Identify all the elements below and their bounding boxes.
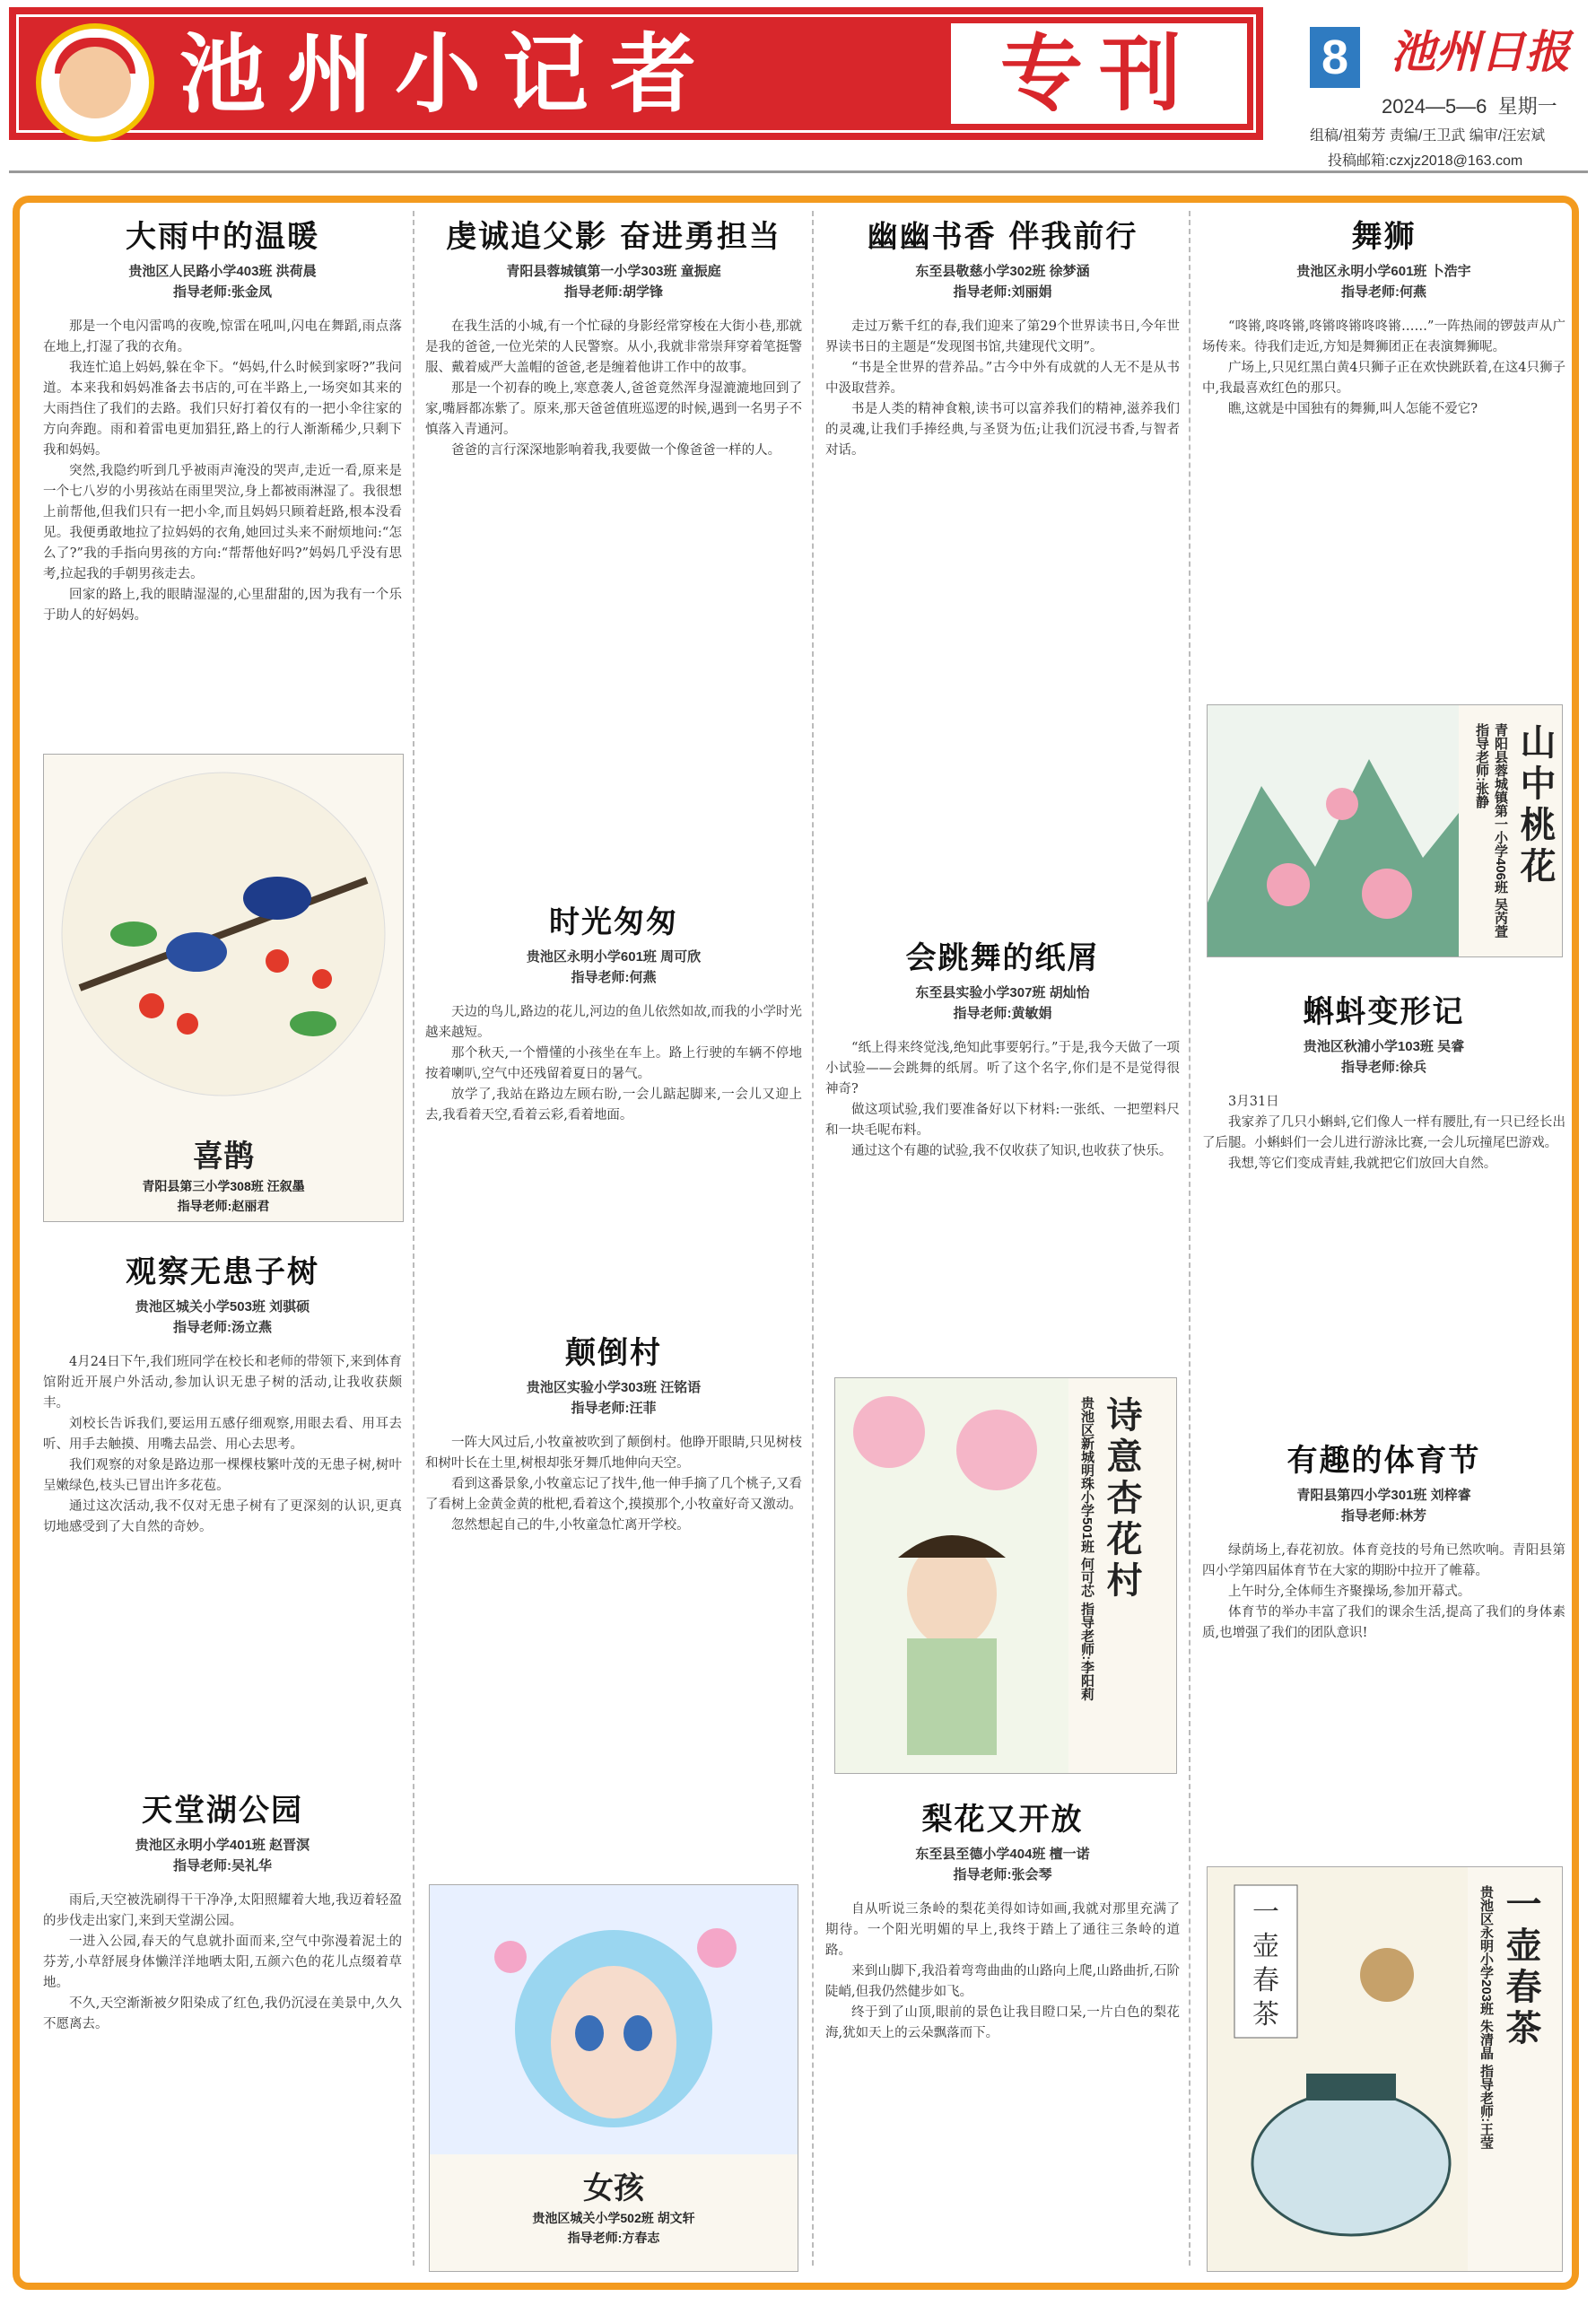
article-teacher: 指导老师:汤立燕 [173,1320,272,1335]
paragraph: 那是一个电闪雷鸣的夜晚,惊雷在吼叫,闪电在舞蹈,雨点落在地上,打湿了我的衣角。 [43,319,402,354]
artwork-author: 贵池区新城明珠小学501班 何可芯 [1079,1396,1095,1598]
artwork-teacher: 指导老师:张静 [1474,723,1489,808]
paragraph: 那个秋天,一个懵懂的小孩坐在车上。路上行驶的车辆不停地按着喇叭,空气中还残留着夏日的暑气。 [425,1046,802,1081]
article-author: 贵池区实验小学303班 汪铭语 [526,1380,702,1395]
article-teacher: 指导老师:徐兵 [1341,1060,1426,1075]
paragraph: 那是一个初春的晚上,寒意袭人,爸爸竟然浑身湿漉漉地回到了家,嘴唇都冻紫了。原来,那天爸爸值班巡逻的时候,遇到一名男子不慎落入青通河。 [425,381,802,437]
article-author: 贵池区人民路小学403班 洪荷晨 [128,264,317,279]
mascot-face [59,47,131,118]
article-title: 梨花又开放 [921,1802,1084,1838]
article-author: 青阳县蓉城镇第一小学303班 童振庭 [506,264,721,279]
article-title: 颠倒村 [565,1335,662,1371]
header-banner [9,7,1263,140]
artwork-title: 女孩 [583,2170,644,2206]
article [43,1786,402,2035]
article-title: 大雨中的温暖 [126,219,319,255]
artwork-girl [429,1884,798,2272]
article [43,212,402,626]
apricot-village-painting [835,1378,1068,1773]
article [425,1328,802,1536]
paragraph: 我家养了几只小蝌蚪,它们像人一样有腰肚,有一只已经长出了后腿。小蝌蚪们一会儿进行游泳比赛,一会儿玩撞尾巴游戏。 [1202,1115,1565,1150]
mascot-logo [36,23,154,142]
artwork-teacher: 指导老师:赵丽君 [177,1199,270,1213]
article-title: 幽幽书香 伴我前行 [867,219,1138,255]
article-title: 观察无患子树 [126,1254,319,1290]
article-body [1202,1092,1565,1175]
artwork-apricot-village [834,1377,1177,1774]
article-body [1202,1541,1565,1644]
artwork-caption [1477,1885,1547,2262]
paragraph: 一阵大风过后,小牧童被吹到了颠倒村。他睁开眼睛,只见树枝和树叶长在土里,树根却张牙舞爪地伸向天空。 [425,1436,802,1471]
spring-tea-painting [1208,1867,1468,2271]
artwork-teacher: 指导老师:王莹 [1478,2064,1494,2150]
weekday-text: 星期一 [1497,95,1557,118]
article-teacher: 指导老师:汪菲 [571,1401,657,1416]
article-body [825,1038,1180,1162]
article [825,212,1180,461]
peach-blossom-painting [1208,705,1459,956]
paragraph: 绿荫场上,春花初放。体育竞技的号角已然吹响。青阳县第四小学第四届体育节在大家的期盼中拉开了帷幕。 [1202,1543,1565,1578]
article [825,933,1180,1162]
artwork-title: 一壶春茶 [1500,1885,1542,2050]
article-teacher: 指导老师:张金凤 [173,284,272,300]
paragraph: 走过万紫千红的春,我们迎来了第29个世界读书日,今年世界读书日的主题是“发现图书馆,共建现代文明”。 [825,319,1180,354]
artwork-author: 青阳县第三小学308班 汪叙墨 [142,1179,305,1193]
paragraph: “咚锵,咚咚锵,咚锵咚锵咚咚锵……”一阵热闹的锣鼓声从广场传来。待我们走近,方知是舞狮团正在表演舞狮呢。 [1202,319,1565,354]
article-teacher: 指导老师:张会琴 [953,1867,1052,1882]
girl-painting [430,1885,798,2154]
paragraph: 天边的鸟儿,路边的花儿,河边的鱼儿依然如故,而我的小学时光越来越短。 [425,1005,802,1040]
article-author: 东至县实验小学307班 胡灿怡 [915,985,1090,1000]
article-title: 会跳舞的纸屑 [905,940,1100,976]
paragraph: 我想,等它们变成青蛙,我就把它们放回大自然。 [1228,1157,1497,1171]
header-rule [9,170,1588,173]
paragraph: 做这项试验,我们要准备好以下材料:一张纸、一把塑料尺和一块毛呢布料。 [825,1103,1180,1138]
paragraph: 一进入公园,春天的气息就扑面而来,空气中弥漫着泥土的芬芳,小草舒展身体懒洋洋地晒太阳,五颜六色的花儿点缀着草地。 [43,1935,402,1990]
artwork-title: 喜鹊 [193,1139,254,1175]
article-body [825,1900,1180,2044]
article-title: 有趣的体育节 [1286,1443,1481,1479]
article-title: 舞狮 [1351,219,1417,255]
section-title: 池州小记者 [179,23,718,125]
paragraph: 上午时分,全体师生齐聚操场,参加开幕式。 [1228,1585,1471,1599]
paragraph: 刘校长告诉我们,要运用五感仔细观察,用眼去看、用耳去听、用手去触摸、用嘴去品尝、用心去思考。 [43,1417,402,1452]
article-author: 贵池区城关小学503班 刘骐硕 [135,1299,310,1314]
paragraph: 我连忙追上妈妈,躲在伞下。“妈妈,什么时候到家呀?”我问道。本来我和妈妈准备去书店的,可在半路上,一场突如其来的大雨挡住了我们的去路。我们只好打着仅有的一把小伞往家的方向奔跑。雨和着雷电更加猖狂,路上的行人渐渐稀少,只剩下我和妈妈。 [43,361,402,458]
paragraph: 4月24日下午,我们班同学在校长和老师的带领下,来到体育馆附近开展户外活动,参加认识无患子树的活动,让我收获颇丰。 [43,1355,402,1411]
article-author: 贵池区永明小学401班 赵晋溟 [135,1838,310,1853]
paragraph: 忽然想起自己的牛,小牧童急忙离开学校。 [451,1518,690,1533]
article [1202,987,1565,1175]
editors-line: 组稿/祖菊芳 责编/王卫武 编审/汪宏斌 [1310,128,1546,144]
article-title: 时光匆匆 [549,904,678,940]
article-body [825,317,1180,461]
article-body [43,1891,402,2035]
paragraph: 我们观察的对象是路边那一棵棵枝繁叶茂的无患子树,树叶呈嫩绿色,枝头已冒出许多花苞。 [43,1458,402,1493]
masthead [1310,9,1588,153]
artwork-teacher: 指导老师:李阳莉 [1079,1602,1095,1701]
article-teacher: 指导老师:何燕 [1341,284,1426,300]
paragraph: “纸上得来终觉浅,绝知此事要躬行。”于是,我今天做了一项小试验——会跳舞的纸屑。听了这个名字,你们是不是觉得很神奇? [825,1041,1180,1096]
paragraph: 不久,天空渐渐被夕阳染成了红色,我仍沉浸在美景中,久久不愿离去。 [43,1996,402,2031]
paragraph: 广场上,只见红黑白黄4只狮子正在欢快跳跃着,在这4只狮子中,我最喜欢红色的那只。 [1202,361,1565,396]
artwork-title: 诗意杏花村 [1101,1396,1143,1603]
artwork-spring-tea [1207,1866,1563,2272]
paragraph: 通过这次活动,我不仅对无患子树有了更深刻的认识,更真切地感受到了大自然的奇妙。 [43,1499,402,1534]
article-body [43,317,402,626]
paragraph: 爸爸的言行深深地影响着我,我要做一个像爸爸一样的人。 [451,443,781,458]
article-author: 贵池区永明小学601班 周可欣 [526,949,702,965]
page-number: 8 [1310,27,1360,88]
submission-email: 投稿邮箱:czxjz2018@163.com [1328,153,1523,169]
special-label: 专刊 [951,23,1247,124]
paragraph: 自从听说三条岭的梨花美得如诗如画,我就对那里充满了期待。一个阳光明媚的早上,我终于踏上了通往三条岭的道路。 [825,1902,1180,1958]
artwork-author: 青阳县蓉城镇第一小学406班 吴芮萱 [1493,723,1508,939]
article-teacher: 指导老师:刘丽娟 [953,284,1052,300]
article [43,1247,402,1538]
paragraph: 雨后,天空被洗刷得干干净净,太阳照耀着大地,我迈着轻盈的步伐走出家门,来到天堂湖公园。 [43,1893,402,1928]
artwork-author: 贵池区永明小学203班 朱清晶 [1478,1885,1494,2060]
paragraph: 回家的路上,我的眼睛湿湿的,心里甜甜的,因为我有一个乐于助人的好妈妈。 [43,588,402,623]
artwork-title: 山中桃花 [1514,723,1557,888]
paragraph: “书是全世界的营养品。”古今中外有成就的人无不是从书中汲取营养。 [825,361,1180,396]
artwork-caption [430,2163,798,2249]
newspaper-name: 池州日报 [1391,25,1570,78]
paragraph: 在我生活的小城,有一个忙碌的身影经常穿梭在大街小巷,那就是我的爸爸,一位光荣的人民警察。从小,我就非常崇拜穿着笔挺警服、戴着威严大盖帽的爸爸,老是缠着他讲工作中的故事。 [425,319,802,375]
paragraph: 通过这个有趣的试验,我不仅收获了知识,也收获了快乐。 [851,1144,1173,1158]
artwork-magpie [43,754,404,1222]
paragraph: 体育节的举办丰富了我们的课余生活,提高了我们的身体素质,也增强了我们的团队意识! [1202,1605,1565,1640]
column-divider [1189,211,1190,2266]
article-body [425,317,802,461]
paragraph: 终于到了山顶,眼前的景色让我目瞪口呆,一片白色的梨花海,犹如天上的云朵飘落而下。 [825,2005,1180,2040]
article-author: 青阳县第四小学301班 刘梓睿 [1296,1488,1471,1503]
article-title: 蝌蚪变形记 [1303,994,1465,1030]
paragraph: 瞧,这就是中国独有的舞狮,叫人怎能不爱它? [1228,402,1478,416]
article-teacher: 指导老师:何燕 [571,970,657,985]
article-body [1202,317,1565,420]
article-title: 天堂湖公园 [142,1793,303,1829]
article-teacher: 指导老师:林芳 [1341,1508,1426,1524]
artwork-peach-blossom [1207,704,1563,957]
paragraph: 看到这番景象,小牧童忘记了找牛,他一伸手摘了几个桃子,又看了看树上金黄金黄的枇杷,看着这个,摸摸那个,小牧童好奇又激动。 [425,1477,802,1512]
article [425,897,802,1126]
artwork-caption [1077,1396,1147,1755]
article-author: 贵池区永明小学601班 卜浩宇 [1296,264,1471,279]
article-body [425,1002,802,1126]
article-body [425,1433,802,1536]
article-author: 东至县敬慈小学302班 徐梦涵 [915,264,1090,279]
column-divider [413,211,414,2266]
paragraph: 突然,我隐约听到几乎被雨声淹没的哭声,走近一看,原来是一个七八岁的小男孩站在雨里哭泣,身上都被雨淋湿了。我很想上前帮他,但我们只有一把小伞,而且妈妈只顾着赶路,根本没看见。我便勇敢地拉了拉妈妈的衣角,她回过头来不耐烦地问:“怎么了?”我的手指向男孩的方向:“帮帮他好吗?”妈妈几乎没有思考,拉起我的手朝男孩走去。 [43,464,402,581]
date-text: 2024—5—6 [1382,95,1487,118]
column-divider [812,211,814,2266]
article-teacher: 指导老师:胡学锋 [564,284,663,300]
article [1202,1436,1565,1644]
paragraph: 3月31日 [1228,1095,1279,1109]
article-body [43,1352,402,1538]
article [1202,212,1565,420]
artwork-caption [44,1131,403,1217]
paragraph: 来到山脚下,我沿着弯弯曲曲的山路向上爬,山路曲折,石阶陡峭,但我仍然健步如飞。 [825,1964,1180,1999]
issue-date [1382,92,1557,119]
article [825,1795,1180,2044]
article-author: 贵池区秋浦小学103班 吴睿 [1303,1039,1465,1054]
tea-inscription: 一壶春茶 [1252,1897,1279,2031]
artwork-caption [1472,723,1561,948]
article [425,212,802,461]
artwork-teacher: 指导老师:方春志 [567,2231,660,2245]
article-title: 虔诚追父影 奋进勇担当 [446,219,781,255]
artwork-author: 贵池区城关小学502班 胡文轩 [532,2211,695,2225]
article-teacher: 指导老师:吴礼华 [173,1858,272,1873]
article-author: 东至县至德小学404班 檀一诺 [915,1847,1090,1862]
article-teacher: 指导老师:黄敏娟 [953,1006,1052,1021]
paragraph: 书是人类的精神食粮,读书可以富养我们的精神,滋养我们的灵魂,让我们手捧经典,与圣贤为伍;让我们沉浸书香,与智者对话。 [825,402,1180,458]
paragraph: 放学了,我站在路边左顾右盼,一会儿踮起脚来,一会儿又迎上去,我看着天空,看着云彩,看着地面。 [425,1087,802,1122]
